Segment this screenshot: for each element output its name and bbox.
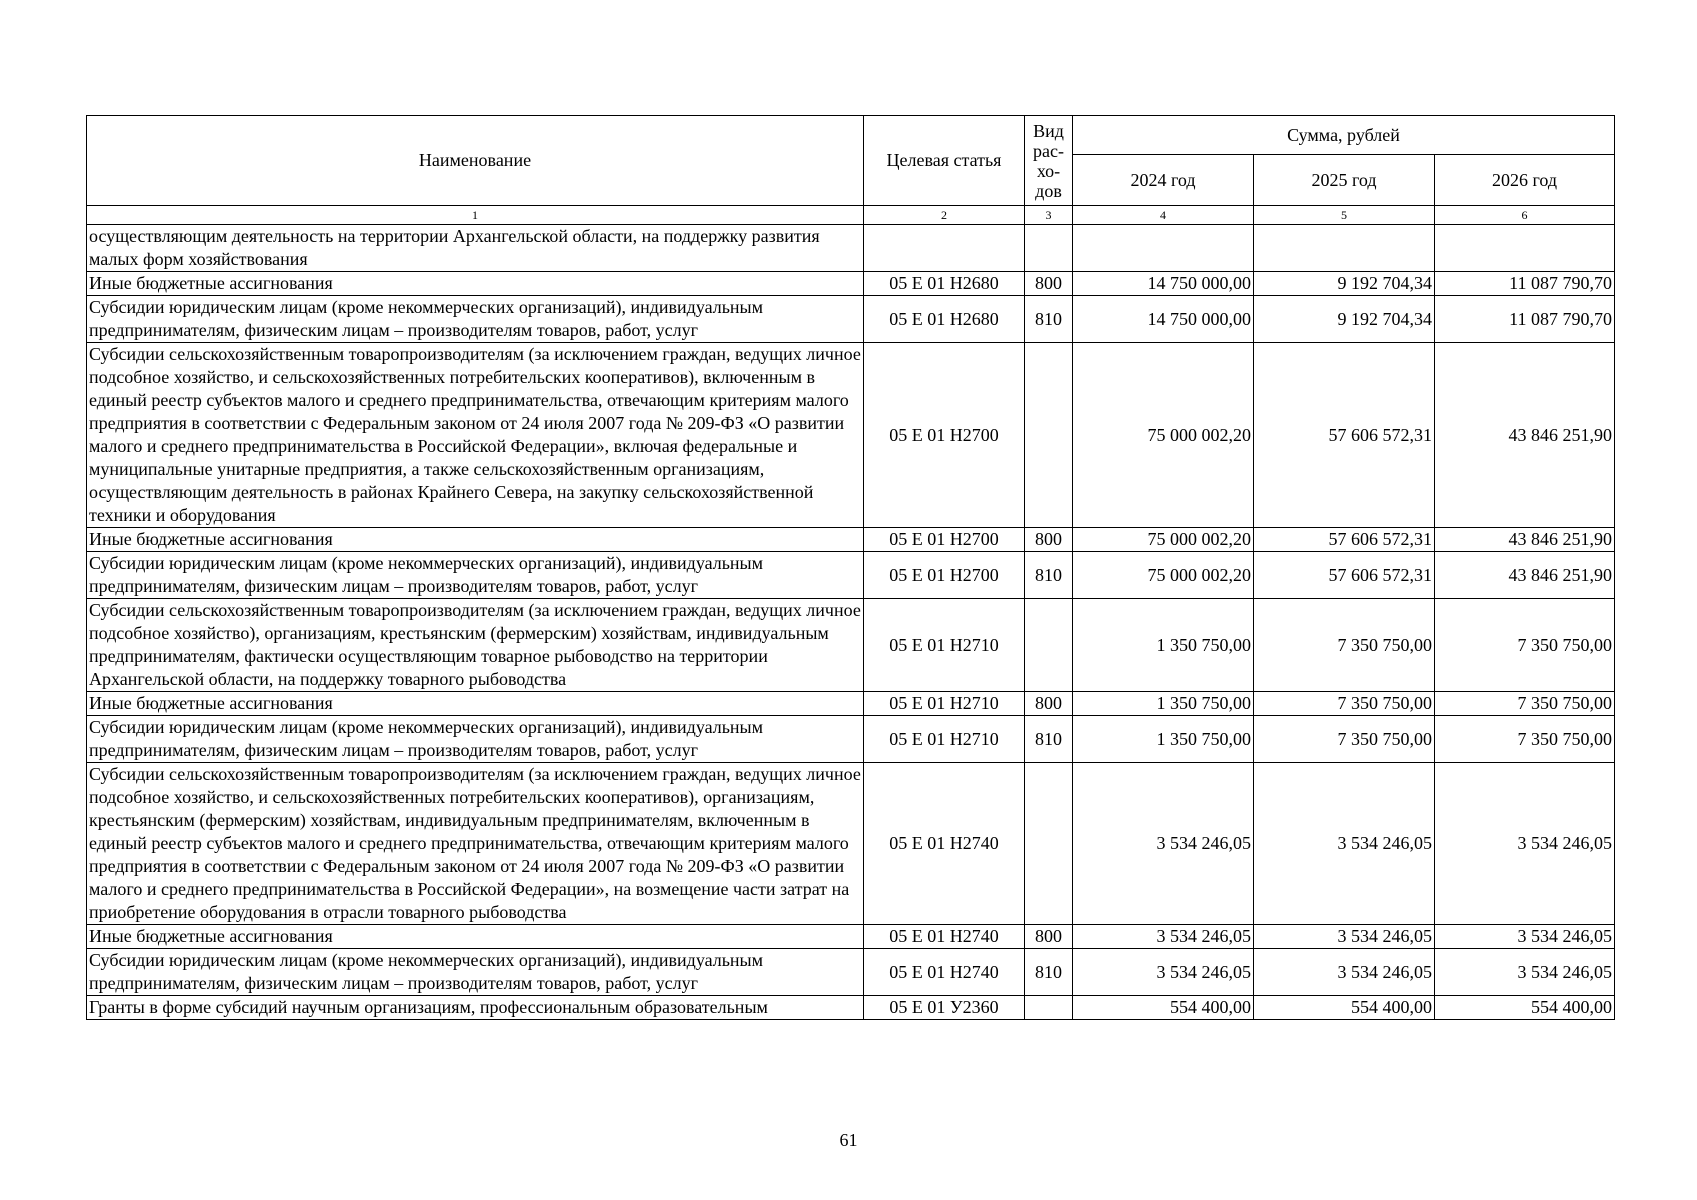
row-target-article-cell: 05 Е 01 Н2700 <box>864 528 1025 552</box>
row-amount-2024-cell <box>1073 225 1254 272</box>
column-number: 3 <box>1025 206 1073 225</box>
row-name-cell: Иные бюджетные ассигнования <box>87 272 864 296</box>
row-target-article-cell: 05 Е 01 У2360 <box>864 996 1025 1020</box>
row-amount-2025-cell: 57 606 572,31 <box>1254 528 1435 552</box>
row-name-cell: Субсидии юридическим лицам (кроме некоммерческих организаций), индивидуальным предпринимателям, физическим лицам – производителям товаров, работ, услуг <box>87 949 864 996</box>
row-amount-2024-cell: 1 350 750,00 <box>1073 716 1254 763</box>
row-amount-2025-cell: 57 606 572,31 <box>1254 343 1435 528</box>
row-amount-2025-cell: 3 534 246,05 <box>1254 925 1435 949</box>
row-expense-type-cell: 800 <box>1025 528 1073 552</box>
row-amount-2024-cell: 75 000 002,20 <box>1073 343 1254 528</box>
header-year-2024: 2024 год <box>1073 155 1254 206</box>
table-row <box>87 552 1615 599</box>
row-expense-type-cell: 800 <box>1025 692 1073 716</box>
header-year-2025: 2025 год <box>1254 155 1435 206</box>
row-expense-type-cell <box>1025 225 1073 272</box>
table-row <box>87 528 1615 552</box>
row-amount-2024-cell: 14 750 000,00 <box>1073 296 1254 343</box>
row-name-cell: Субсидии сельскохозяйственным товаропроизводителям (за исключением граждан, ведущих личное подсобное хозяйство, и сельскохозяйственных потребительских кооперативов), организациям, крестьянским (фермерским) хозяйствам, индивидуальным предпринимателям, включенным в единый реестр субъектов малого и среднего предпринимательства, отвечающим критериям малого предприятия в соответствии с Федеральным законом от 24 июля 2007 года № 209-ФЗ «О развитии малого и среднего предпринимательства в Российской Федерации», на возмещение части затрат на приобретение оборудования в отрасли товарного рыбоводства <box>87 763 864 925</box>
row-expense-type-cell: 800 <box>1025 272 1073 296</box>
row-expense-type-cell: 810 <box>1025 949 1073 996</box>
header-sum: Сумма, рублей <box>1073 116 1615 155</box>
table-row <box>87 996 1615 1020</box>
row-name-cell: Иные бюджетные ассигнования <box>87 692 864 716</box>
header-target-article: Целевая статья <box>864 116 1025 206</box>
row-target-article-cell <box>864 225 1025 272</box>
row-amount-2026-cell: 554 400,00 <box>1435 996 1615 1020</box>
row-name-cell: Субсидии сельскохозяйственным товаропроизводителям (за исключением граждан, ведущих личное подсобное хозяйство), организациям, крестьянским (фермерским) хозяйствам, индивидуальным предпринимателям, фактически осуществляющим товарное рыбоводство на территории Архангельской области, на поддержку товарного рыбоводства <box>87 599 864 692</box>
row-amount-2024-cell: 75 000 002,20 <box>1073 528 1254 552</box>
table-row <box>87 599 1615 692</box>
row-name-cell: Иные бюджетные ассигнования <box>87 528 864 552</box>
row-amount-2026-cell: 11 087 790,70 <box>1435 296 1615 343</box>
row-name-cell: Субсидии юридическим лицам (кроме некоммерческих организаций), индивидуальным предпринимателям, физическим лицам – производителям товаров, работ, услуг <box>87 716 864 763</box>
row-expense-type-cell: 810 <box>1025 552 1073 599</box>
row-amount-2026-cell: 7 350 750,00 <box>1435 599 1615 692</box>
column-number: 5 <box>1254 206 1435 225</box>
row-amount-2024-cell: 554 400,00 <box>1073 996 1254 1020</box>
row-amount-2024-cell: 1 350 750,00 <box>1073 692 1254 716</box>
column-number-row <box>87 206 1615 225</box>
row-amount-2024-cell: 3 534 246,05 <box>1073 763 1254 925</box>
row-amount-2026-cell: 43 846 251,90 <box>1435 528 1615 552</box>
row-amount-2026-cell: 7 350 750,00 <box>1435 716 1615 763</box>
table-body <box>87 225 1615 1020</box>
row-target-article-cell: 05 Е 01 Н2680 <box>864 296 1025 343</box>
table-row <box>87 225 1615 272</box>
row-amount-2026-cell: 3 534 246,05 <box>1435 949 1615 996</box>
table-row <box>87 272 1615 296</box>
row-expense-type-cell <box>1025 996 1073 1020</box>
table-row <box>87 343 1615 528</box>
row-amount-2024-cell: 1 350 750,00 <box>1073 599 1254 692</box>
row-amount-2025-cell: 7 350 750,00 <box>1254 692 1435 716</box>
row-amount-2025-cell <box>1254 225 1435 272</box>
row-amount-2025-cell: 9 192 704,34 <box>1254 272 1435 296</box>
row-target-article-cell: 05 Е 01 Н2710 <box>864 692 1025 716</box>
budget-table <box>86 115 1615 1020</box>
row-amount-2025-cell: 9 192 704,34 <box>1254 296 1435 343</box>
row-expense-type-cell: 810 <box>1025 716 1073 763</box>
row-amount-2026-cell: 3 534 246,05 <box>1435 763 1615 925</box>
row-amount-2024-cell: 3 534 246,05 <box>1073 949 1254 996</box>
row-amount-2025-cell: 554 400,00 <box>1254 996 1435 1020</box>
page-number: 61 <box>839 1130 858 1150</box>
row-amount-2024-cell: 75 000 002,20 <box>1073 552 1254 599</box>
row-name-cell: Иные бюджетные ассигнования <box>87 925 864 949</box>
row-target-article-cell: 05 Е 01 Н2700 <box>864 552 1025 599</box>
row-amount-2025-cell: 57 606 572,31 <box>1254 552 1435 599</box>
row-target-article-cell: 05 Е 01 Н2740 <box>864 763 1025 925</box>
table-row <box>87 296 1615 343</box>
row-amount-2024-cell: 14 750 000,00 <box>1073 272 1254 296</box>
table-row <box>87 692 1615 716</box>
column-number: 6 <box>1435 206 1615 225</box>
row-expense-type-cell: 810 <box>1025 296 1073 343</box>
row-amount-2026-cell: 3 534 246,05 <box>1435 925 1615 949</box>
row-amount-2025-cell: 7 350 750,00 <box>1254 716 1435 763</box>
row-amount-2025-cell: 7 350 750,00 <box>1254 599 1435 692</box>
table-header <box>87 116 1615 225</box>
row-amount-2026-cell: 43 846 251,90 <box>1435 343 1615 528</box>
row-expense-type-cell: 800 <box>1025 925 1073 949</box>
row-amount-2026-cell: 11 087 790,70 <box>1435 272 1615 296</box>
row-amount-2026-cell: 43 846 251,90 <box>1435 552 1615 599</box>
row-name-cell: Субсидии сельскохозяйственным товаропроизводителям (за исключением граждан, ведущих личное подсобное хозяйство, и сельскохозяйственных потребительских кооперативов), включенным в единый реестр субъектов малого и среднего предпринимательства, отвечающим критериям малого предприятия в соответствии с Федеральным законом от 24 июля 2007 года № 209-ФЗ «О развитии малого и среднего предпринимательства в Российской Федерации», включая федеральные и муниципальные унитарные предприятия, а также сельскохозяйственным организациям, осуществляющим деятельность в районах Крайнего Севера, на закупку сельскохозяйственной техники и оборудования <box>87 343 864 528</box>
header-expense-type: Вид рас-хо-дов <box>1025 116 1073 206</box>
row-expense-type-cell <box>1025 599 1073 692</box>
table-row <box>87 949 1615 996</box>
header-name: Наименование <box>87 116 864 206</box>
row-amount-2024-cell: 3 534 246,05 <box>1073 925 1254 949</box>
row-expense-type-cell <box>1025 343 1073 528</box>
table-row <box>87 925 1615 949</box>
table-row <box>87 716 1615 763</box>
row-target-article-cell: 05 Е 01 Н2710 <box>864 599 1025 692</box>
row-name-cell: Субсидии юридическим лицам (кроме некоммерческих организаций), индивидуальным предпринимателям, физическим лицам – производителям товаров, работ, услуг <box>87 552 864 599</box>
row-target-article-cell: 05 Е 01 Н2740 <box>864 949 1025 996</box>
header-year-2026: 2026 год <box>1435 155 1615 206</box>
column-number: 4 <box>1073 206 1254 225</box>
row-amount-2025-cell: 3 534 246,05 <box>1254 763 1435 925</box>
row-expense-type-cell <box>1025 763 1073 925</box>
row-name-cell: осуществляющим деятельность на территории Архангельской области, на поддержку развития малых форм хозяйствования <box>87 225 864 272</box>
row-name-cell: Гранты в форме субсидий научным организациям, профессиональным образовательным <box>87 996 864 1020</box>
row-target-article-cell: 05 Е 01 Н2700 <box>864 343 1025 528</box>
column-number: 1 <box>87 206 864 225</box>
row-amount-2025-cell: 3 534 246,05 <box>1254 949 1435 996</box>
row-amount-2026-cell: 7 350 750,00 <box>1435 692 1615 716</box>
row-target-article-cell: 05 Е 01 Н2680 <box>864 272 1025 296</box>
row-name-cell: Субсидии юридическим лицам (кроме некоммерческих организаций), индивидуальным предпринимателям, физическим лицам – производителям товаров, работ, услуг <box>87 296 864 343</box>
row-amount-2026-cell <box>1435 225 1615 272</box>
table-row <box>87 763 1615 925</box>
row-target-article-cell: 05 Е 01 Н2740 <box>864 925 1025 949</box>
row-target-article-cell: 05 Е 01 Н2710 <box>864 716 1025 763</box>
column-number: 2 <box>864 206 1025 225</box>
